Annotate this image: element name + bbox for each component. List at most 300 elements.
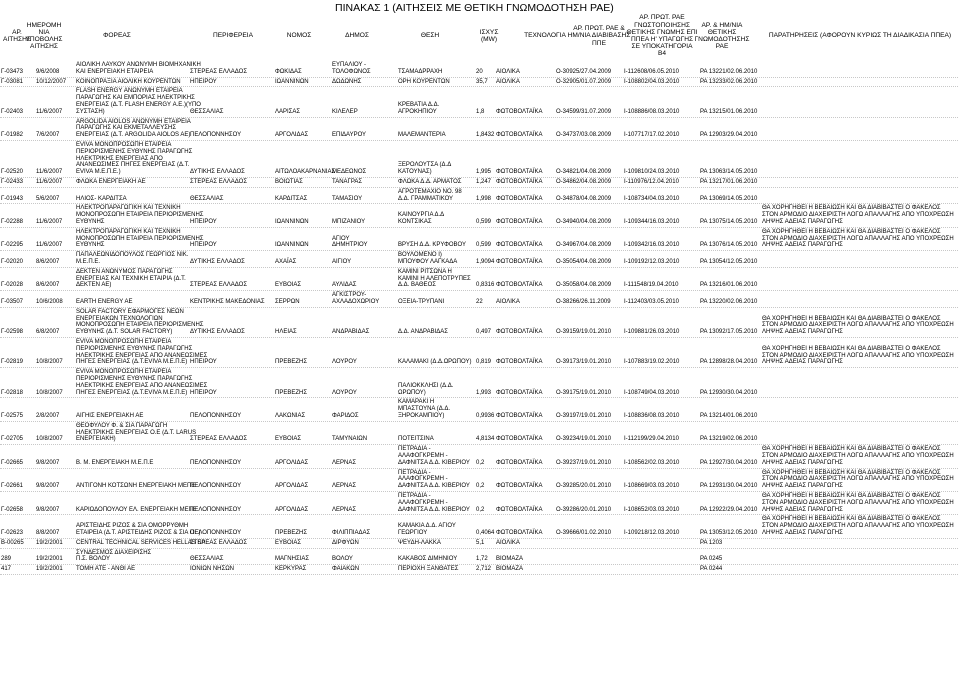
row-divider <box>0 367 958 368</box>
ar-prot-rae: Ο-34940/04.08.2009 <box>556 219 612 225</box>
gnwstopoiisi: Ι-112608/06.05.2010 <box>624 68 679 75</box>
row-divider <box>0 187 958 188</box>
thetiki-gnwmodotisi: ΡΑ 13221/02.06.2010 <box>700 68 758 75</box>
thetiki-gnwmodotisi: ΡΑ 12903/29.04.2010 <box>700 132 758 139</box>
perifereia: ΘΕΣΣΑΛΙΑΣ <box>190 556 224 563</box>
foreas-line: ΔΕΚΤΕΝ ΑΕ) <box>76 282 112 289</box>
nomos: ΚΑΡΔΙΤΣΑΣ <box>275 195 308 202</box>
dimos-line: ΦΑΙΑΚΩΝ <box>332 566 360 573</box>
foreas-line: ΔΕΚΤΕΝ ΑΝΩΝΥΜΟΣ ΠΑΡΑΓΩΓΗΣ <box>76 268 173 275</box>
perifereia: ΙΟΝΙΩΝ ΝΗΣΩΝ <box>190 566 235 573</box>
technologia: ΦΩΤΟΒΟΛΤΑΪΚΑ <box>496 413 543 419</box>
thesi-line: ΜΠΟΥΦΟΥ ΛΑΓΚΑΔΑ <box>398 259 458 265</box>
technologia: ΑΙΟΛΙΚΑ <box>496 68 520 75</box>
dimos-line: ΛΕΡΝΑΣ <box>332 506 357 513</box>
thesi-line: ΑΛΑΦΟΓΚΡΕΜΗ - <box>398 476 448 483</box>
ar-prot-rae: Ο-34967/04.08.2009 <box>556 242 612 249</box>
thesi-line: ΚΡΕΒΑΤΙΑ Δ.Δ. <box>398 102 440 108</box>
perifereia: ΘΕΣΣΑΛΙΑΣ <box>190 195 224 202</box>
thesi-line: ΞΗΡΟΚΑΜΠΙΟΥ) <box>398 413 445 419</box>
thesi-line: ΜΑΛΕΜΑΝΤΕΡΙΑ <box>398 132 446 139</box>
application-date: 11/6/2007 <box>36 108 63 115</box>
foreas-line: ΕΝΕΡΓΕΙΑΚΗ) <box>76 436 116 443</box>
thesi-line: ΚΑΛΑΜΑΚΙ (Δ.Δ.ΩΡΩΠΟΥ) <box>398 359 472 366</box>
perifereia: ΣΤΕΡΕΑΣ ΕΛΛΑΔΟΣ <box>190 282 248 289</box>
paratiriseis-line: ΘΑ ΧΟΡΗΓΗΘΕΙ Η ΒΕΒΑΙΩΣΗ ΚΑΙ ΘΑ ΔΙΑΒΙΒΑΣΤΕΙ Ο ΦΑΚΕΛΟΣ <box>762 493 941 499</box>
gnwstopoiisi: Ι-107717/17.02.2010 <box>624 132 680 139</box>
thetiki-gnwmodotisi: ΡΑ 13069/14.05.2010 <box>700 195 758 202</box>
technologia: ΦΩΤΟΒΟΛΤΑΪΚΑ <box>496 132 543 139</box>
ar-prot-rae: Ο-39197/19.01.2010 <box>556 413 612 419</box>
foreas-line: ΕΥΘΥΝΗΣ <box>76 242 105 249</box>
ar-prot-rae: Ο-32905/01.07.2009 <box>556 78 612 85</box>
row-divider <box>0 468 958 469</box>
header-gnwstopoiisis-line: ΑΡ. ΠΡΩΤ. ΡΑΕ <box>639 14 685 22</box>
application-id: Γ-01982 <box>1 132 23 139</box>
ischys: 1,993 <box>476 389 492 396</box>
paratiriseis-line: ΛΗΨΗΣ ΑΔΕΙΑΣ ΠΑΡΑΓΩΓΗΣ <box>762 506 843 513</box>
perifereia: ΣΤΕΡΕΑΣ ΕΛΛΑΔΟΣ <box>190 436 248 443</box>
application-id: Γ-03081 <box>1 78 23 85</box>
gnwstopoiisi: Ι-110976/12.04.2010 <box>624 179 679 185</box>
dimos-line: ΚΙΛΕΛΕΡ <box>332 108 358 115</box>
gnwstopoiisi: Ι-108749/04.03.2010 <box>624 389 680 396</box>
header-ar-prot-rae-line: ΗΜ/ΝΙΑ ΔΙΑΒΙΒΑΣΗΣ <box>567 32 631 40</box>
foreas-line: Β. Μ. ΕΝΕΡΓΕΙΑΚΗ Μ.Ε.Π.Ε <box>76 459 154 466</box>
gnwstopoiisi: Ι-107883/19.02.2010 <box>624 359 680 366</box>
application-date: 8/6/2007 <box>36 259 60 265</box>
nomos: ΑΙΤΩΛΟΑΚΑΡΝΑΝΙΑΣ <box>275 169 336 176</box>
foreas-line: ΗΛΕΚΤΡΙΚΗΣ ΕΝΕΡΓΕΙΑΣ Ο.Ε (Δ.Τ. LARUS <box>76 429 197 436</box>
paratiriseis-line: ΘΑ ΧΟΡΗΓΗΘΕΙ Η ΒΕΒΑΙΩΣΗ ΚΑΙ ΘΑ ΔΙΑΒΙΒΑΣΤΕΙ Ο ΦΑΚΕΛΟΣ <box>762 315 941 322</box>
foreas-line: ΕΝΕΡΓΕΙΑΣ ΚΑΙ ΤΕΧΝΙΚΗ ΕΤΑΙΡΙΑ (Δ.Τ. <box>76 275 186 282</box>
dimos-line: ΛΕΡΝΑΣ <box>332 483 357 490</box>
row-divider <box>0 227 958 228</box>
technologia: ΦΩΤΟΒΟΛΤΑΪΚΑ <box>496 242 543 249</box>
application-id: Γ-02819 <box>1 359 23 366</box>
application-date: 7/6/2007 <box>36 132 60 139</box>
row-divider <box>0 574 958 575</box>
technologia: ΦΩΤΟΒΟΛΤΑΪΚΑ <box>496 108 543 115</box>
thesi-line: Δ.Δ. ΑΝΔΡΑΒΙΔΑΣ <box>398 329 448 336</box>
foreas-line: ΗΛΕΚΤΡΙΚΗΣ ΕΝΕΡΓΕΙΑΣ ΑΠΟ ΑΝΑΝΕΩΣΙΜΕΣ <box>76 352 208 359</box>
nomos: ΠΡΕΒΕΖΗΣ <box>275 359 308 366</box>
paratiriseis-line: ΣΤΟΝ ΑΡΜΟΔΙΟ ΔΙΑΧΕΙΡΙΣΤΗ ΛΟΓΩ ΑΠΑΛΛΑΓΗΣ ΑΠΟ ΥΠΟΧΡΕΩΣΗ <box>762 352 954 359</box>
ischys: 0,497 <box>476 329 492 336</box>
nomos: ΠΡΕΒΕΖΗΣ <box>275 530 308 536</box>
ar-prot-rae: Ο-39159/19.01.2010 <box>556 329 612 336</box>
application-date: 6/8/2007 <box>36 329 60 336</box>
application-date: 10/8/2007 <box>36 359 63 366</box>
thesi-line: ΚΑΤΟΥΝΑΣ) <box>398 169 432 176</box>
thesi-line: ΜΠΑΣΤΟΥΝΑ (Δ.Δ. <box>398 406 451 413</box>
application-id: Γ-03507 <box>1 299 23 305</box>
paratiriseis-line: ΣΤΟΝ ΑΡΜΟΔΙΟ ΔΙΑΧΕΙΡΙΣΤΗ ΛΟΓΩ ΑΠΑΛΛΑΓΗΣ ΑΠΟ ΥΠΟΧΡΕΩΣΗ <box>762 453 954 459</box>
perifereia: ΘΕΣΣΑΛΙΑΣ <box>190 108 224 115</box>
thetiki-gnwmodotisi: ΡΑ 12931/30.04.2010 <box>700 483 758 490</box>
foreas-line: ΑΙΟΛΙΚΗ ΛΑΥΚΟΥ ΑΝΩΝΥΜΗ ΒΙΟΜΗΧΑΝΙΚΗ <box>76 62 201 68</box>
dimos-line: ΔΗΜΗΤΡΙΟΥ <box>332 242 368 249</box>
thesi-line: ΚΑΜΑΡΑΚΙ Η <box>398 399 435 406</box>
ar-prot-rae: Ο-35054/04.08.2009 <box>556 259 612 265</box>
application-date: 9/8/2007 <box>36 459 60 466</box>
thesi-line: ΑΓΡΟΤΕΜΑΧΙΟ ΝΟ. 98 <box>398 188 462 195</box>
thetiki-gnwmodotisi: ΡΑ 13063/14.05.2010 <box>700 169 758 176</box>
header-thetikis-line: ΡΑΕ <box>715 43 729 51</box>
thesi-line: Δ.Δ. ΒΑΘΕΟΣ <box>398 282 436 289</box>
dimos-line: ΛΕΡΝΑΣ <box>332 459 357 466</box>
ischys: 1,247 <box>476 179 492 185</box>
nomos: ΑΡΓΟΛΙΔΑΣ <box>275 506 309 513</box>
ischys: 0,9936 <box>476 413 495 419</box>
thesi-line: ΚΑΙΝΟΥΡΓΙΑ Δ.Δ <box>398 212 445 219</box>
nomos: ΙΩΑΝΝΙΝΩΝ <box>275 78 309 85</box>
technologia: ΦΩΤΟΒΟΛΤΑΪΚΑ <box>496 530 543 536</box>
application-id: Γ-02661 <box>1 483 23 490</box>
thetiki-gnwmodotisi: ΡΑ 13217/01.06.2010 <box>700 179 758 185</box>
thetiki-gnwmodotisi: ΡΑ 13075/14.05.2010 <box>700 219 758 225</box>
paratiriseis-line: ΛΗΨΗΣ ΑΔΕΙΑΣ ΠΑΡΑΓΩΓΗΣ <box>762 359 843 366</box>
paratiriseis-line: ΣΤΟΝ ΑΡΜΟΔΙΟ ΔΙΑΧΕΙΡΙΣΤΗ ΛΟΓΩ ΑΠΑΛΛΑΓΗΣ ΑΠΟ ΥΠΟΧΡΕΩΣΗ <box>762 476 954 483</box>
perifereia: ΚΕΝΤΡΙΚΗΣ ΜΑΚΕΔΟΝΙΑΣ <box>190 299 265 305</box>
header-nomos-line: ΝΟΜΟΣ <box>286 32 312 40</box>
technologia: ΦΩΤΟΒΟΛΤΑΪΚΑ <box>496 259 543 265</box>
ischys: 1,998 <box>476 195 492 202</box>
dimos-line: ΔΙΡΦΥΩΝ <box>332 539 359 546</box>
dimos-line: ΑΥΛΙΔΑΣ <box>332 282 357 289</box>
thetiki-gnwmodotisi: ΡΑ 13233/02.06.2010 <box>700 78 758 85</box>
gnwstopoiisi: Ι-109218/12.03.2010 <box>624 530 680 536</box>
ischys: 5,1 <box>476 539 485 546</box>
row-divider <box>0 177 958 178</box>
header-perifereia-line: ΠΕΡΙΦΕΡΕΙΑ <box>212 32 254 40</box>
ischys: 0,2 <box>476 506 485 513</box>
row-divider <box>0 117 958 118</box>
technologia: ΒΙΟΜΑΖΑ <box>496 556 524 563</box>
paratiriseis-line: ΣΤΟΝ ΑΡΜΟΔΙΟ ΔΙΑΧΕΙΡΙΣΤΗ ΛΟΓΩ ΑΠΑΛΛΑΓΗΣ ΑΠΟ ΥΠΟΧΡΕΩΣΗ <box>762 235 954 242</box>
foreas-line: ΠΑΠΑΛΕΩΝΙΔΟΠΟΥΛΟΣ ΓΕΩΡΓΙΟΣ ΝΙΚ. <box>76 252 189 259</box>
dimos-line: ΑΝΔΡΑΒΙΔΑΣ <box>332 329 370 336</box>
ar-prot-rae: Ο-34737/03.08.2009 <box>556 132 612 139</box>
application-date: 10/12/2007 <box>36 78 67 85</box>
row-divider <box>0 514 958 515</box>
nomos: ΗΛΕΙΑΣ <box>275 329 297 336</box>
foreas-line: ΑΡΙΣΤΕΙΔΗΣ ΡΙΖΟΣ & ΣΙΑ ΟΜΟΡΡΥΘΜΗ <box>76 523 189 530</box>
row-divider <box>0 491 958 492</box>
thesi-line: ΠΟΤΕΙΤΣΙΝΑ <box>398 436 434 443</box>
nomos: ΒΟΙΩΤΙΑΣ <box>275 179 303 185</box>
application-id: Γ-02658 <box>1 506 23 513</box>
foreas-line: ΕΝΕΡΓΕΙΑΣ (Δ.Τ. ARGOLIDA AIOLOS AE) <box>76 132 191 139</box>
row-divider <box>0 564 958 565</box>
document-title: ΠΙΝΑΚΑΣ 1 (ΑΙΤΗΣΕΙΣ ΜΕ ΘΕΤΙΚΗ ΓΝΩΜΟΔΟΤΗΣΗ ΡΑΕ) <box>335 2 614 14</box>
nomos: ΕΥΒΟΙΑΣ <box>275 539 302 546</box>
header-thetikis-line: ΓΝΩΜΟΔΟΤΗΣΗΣ <box>694 36 750 43</box>
row-divider <box>0 290 958 291</box>
ar-prot-rae: Ο-34821/04.08.2009 <box>556 169 612 176</box>
dimos-line: ΑΧΛΑΔΟΧΩΡΙΟΥ <box>332 299 380 305</box>
perifereia: ΗΠΕΙΡΟΥ <box>190 219 217 225</box>
thesi-line: ΔΑΦΝΙΤΣΑ Δ.Δ. ΚΙΒΕΡΙΟΥ <box>398 506 470 513</box>
application-date: 5/6/2007 <box>36 195 60 202</box>
technologia: ΦΩΤΟΒΟΛΤΑΪΚΑ <box>496 179 543 185</box>
foreas-line: ΠΗΓΕΣ ΕΝΕΡΓΕΙΑΣ (Δ.Τ.EVIVA Μ.Ε.Π.Ε) <box>76 359 188 366</box>
ar-prot-rae: Ο-39286/20.01.2010 <box>556 506 612 513</box>
header-technologia-line: ΤΕΧΝΟΛΟΓΙΑ <box>524 32 566 40</box>
dimos-line: ΦΙΛΙΠΠΙΑΔΑΣ <box>332 530 371 536</box>
paratiriseis-line: ΘΑ ΧΟΡΗΓΗΘΕΙ Η ΒΕΒΑΙΩΣΗ ΚΑΙ ΘΑ ΔΙΑΒΙΒΑΣΤΕΙ Ο ΦΑΚΕΛΟΣ <box>762 205 941 212</box>
header-gnwstopoiisis-line: ΓΝΩΣΤΟΠΟΙΗΣΗΣ <box>634 21 690 29</box>
foreas-line: ΚΟΙΝΟΠΡΑΞΙΑ ΑΙΟΛΙΚΗ ΚΟΥΡΕΝΤΩΝ <box>76 78 181 85</box>
header-ischys-line: (MW) <box>480 36 498 43</box>
thetiki-gnwmodotisi: ΡΑ 13092/17.05.2010 <box>700 329 758 336</box>
gnwstopoiisi: Ι-108562/02.03.2010 <box>624 459 680 466</box>
foreas-line: CENTRAL TECHNICAL SERVICES HELLAS SA <box>76 539 206 546</box>
dimos-line: ΕΠΙΔΑΥΡΟΥ <box>332 132 367 139</box>
nomos: ΜΑΓΝΗΣΙΑΣ <box>275 556 310 563</box>
application-id: Γ-02403 <box>1 108 23 115</box>
foreas-line: ΜΟΝΟΠΡΟΣΩΠΗ ΕΤΑΙΡΕΙΑ ΠΕΡΙΟΡΙΣΜΕΝΗΣ <box>76 212 204 219</box>
application-id: Γ-02665 <box>1 459 23 466</box>
thetiki-gnwmodotisi: ΡΑ 13219/02.06.2010 <box>700 436 758 443</box>
foreas-line: SOLAR FACTORY ΕΦΑΡΜΟΓΕΣ ΝΕΩΝ <box>76 308 184 315</box>
application-date: 19/2/2001 <box>36 556 63 563</box>
application-date: 10/8/2007 <box>36 389 63 396</box>
gnwstopoiisi: Ι-109344/16.03.2010 <box>624 219 680 225</box>
ar-prot-rae: Ο-39175/19.01.2010 <box>556 389 612 396</box>
ar-prot-rae: Ο-35058/04.08.2009 <box>556 282 612 289</box>
perifereia: ΠΕΛΟΠΟΝΝΗΣΟΥ <box>190 132 242 139</box>
foreas-line: ΗΛΕΚΤΡΟΠΑΡΑΓΩΓΙΚΗ ΚΑΙ ΤΕΧΝΙΚΗ <box>76 228 181 235</box>
row-divider <box>0 86 958 87</box>
thesi-line: ΒΟΥΛΟΜΕΝΟ Ι) <box>398 252 442 259</box>
application-date: 9/6/2008 <box>36 68 60 75</box>
thetiki-gnwmodotisi: ΡΑ 0245 <box>700 556 723 563</box>
nomos: ΑΡΓΟΛΙΔΑΣ <box>275 483 309 490</box>
paratiriseis-line: ΛΗΨΗΣ ΑΔΕΙΑΣ ΠΑΡΑΓΩΓΗΣ <box>762 483 843 490</box>
application-date: 2/8/2007 <box>36 413 60 419</box>
thesi-line: ΔΑΦΝΙΤΣΑ Δ.Δ. ΚΙΒΕΡΙΟΥ <box>398 483 470 490</box>
row-divider <box>0 267 958 268</box>
thesi-line: ΚΑΜΙΝΙ Η ΑΛΕΠΟΤΡΥΠΕΣ <box>398 275 471 282</box>
foreas-line: Π.Σ. ΒΟΛΟΥ <box>76 556 110 563</box>
thesi-line: ΠΕΡΙΟΧΗ ΞΑΝΘΑΤΕΣ <box>398 566 459 573</box>
thetiki-gnwmodotisi: ΡΑ 13216/01.06.2010 <box>700 282 758 289</box>
nomos: ΙΩΑΝΝΙΝΩΝ <box>275 219 309 225</box>
thetiki-gnwmodotisi: ΡΑ 13054/12.05.2010 <box>700 259 758 265</box>
header-date-line: ΥΠΟΒΟΛΗΣ <box>25 36 63 43</box>
gnwstopoiisi: Ι-108802/04.03.2010 <box>624 78 680 85</box>
foreas-line: ΕΥΘΥΝΗΣ <box>76 219 105 225</box>
gnwstopoiisi: Ι-109810/24.03.2010 <box>624 169 680 176</box>
technologia: ΑΙΟΛΙΚΑ <box>496 539 520 546</box>
application-id: Γ-02818 <box>1 389 23 396</box>
application-id: Γ-02705 <box>1 436 23 443</box>
nomos: ΑΡΓΟΛΙΔΑΣ <box>275 132 309 139</box>
foreas-line: ΚΑΙ ΕΝΕΡΓΕΙΑΚΗ ΕΤΑΙΡΕΙΑ <box>76 68 154 75</box>
technologia: ΦΩΤΟΒΟΛΤΑΪΚΑ <box>496 483 543 490</box>
thetiki-gnwmodotisi: ΡΑ 13215/01.06.2010 <box>700 108 758 115</box>
ar-prot-rae: Ο-39173/19.01.2010 <box>556 359 612 366</box>
nomos: ΑΧΑΪΑΣ <box>275 259 297 265</box>
technologia: ΦΩΤΟΒΟΛΤΑΪΚΑ <box>496 359 543 366</box>
application-date: 9/8/2007 <box>36 483 60 490</box>
perifereia: ΣΤΕΡΕΑΣ ΕΛΛΑΔΟΣ <box>190 539 248 546</box>
row-divider <box>0 548 958 549</box>
perifereia: ΣΤΕΡΕΑΣ ΕΛΛΑΔΟΣ <box>190 179 248 185</box>
thetiki-gnwmodotisi: ΡΑ 13053/12.05.2010 <box>700 530 758 536</box>
paratiriseis-line: ΛΗΨΗΣ ΑΔΕΙΑΣ ΠΑΡΑΓΩΓΗΣ <box>762 329 843 336</box>
dimos-line: ΤΑΝΑΓΡΑΣ <box>332 179 363 185</box>
dimos-line: ΕΥΠΑΛΙΟΥ - <box>332 62 367 68</box>
thesi-line: Δ.Δ. ΓΡΑΜΜΑΤΙΚΟΥ <box>398 195 454 202</box>
application-id: Γ-02433 <box>1 179 23 185</box>
dimos-line: ΤΑΜΥΝΑΙΩΝ <box>332 436 368 443</box>
application-id: Γ-02623 <box>1 530 23 536</box>
header-ar-prot-rae-line: ΑΡ. ΠΡΩΤ. ΡΑΕ & <box>573 25 625 33</box>
dimos-line: ΤΟΛΟΦΩΝΟΣ <box>332 68 371 75</box>
foreas-line: Μ.Ε.Π.Ε. <box>76 259 101 265</box>
thetiki-gnwmodotisi: ΡΑ 12927/30.04.2010 <box>700 459 758 466</box>
dimos-line: ΔΩΔΩΝΗΣ <box>332 78 362 85</box>
application-id: Γ-02575 <box>1 413 23 419</box>
perifereia: ΗΠΕΙΡΟΥ <box>190 389 217 396</box>
application-date: 8/8/2007 <box>36 530 60 536</box>
dimos-line: ΒΟΛΟΥ <box>332 556 353 563</box>
gnwstopoiisi: Ι-108669/03.03.2010 <box>624 483 680 490</box>
technologia: ΦΩΤΟΒΟΛΤΑΪΚΑ <box>496 389 543 396</box>
paratiriseis-line: ΘΑ ΧΟΡΗΓΗΘΕΙ Η ΒΕΒΑΙΩΣΗ ΚΑΙ ΘΑ ΔΙΑΒΙΒΑΣΤΕΙ Ο ΦΑΚΕΛΟΣ <box>762 446 941 453</box>
foreas-line: ΣΥΝΔΕΣΜΟΣ ΔΙΑΧΕΙΡΙΣΗΣ <box>76 549 152 556</box>
application-date: 10/8/2007 <box>36 436 63 443</box>
ar-prot-rae: Ο-39237/19.01.2010 <box>556 459 612 466</box>
row-divider <box>0 337 958 338</box>
application-date: 11/6/2007 <box>36 242 63 249</box>
foreas-line: EARTH ENERGY AE <box>76 299 133 305</box>
row-divider <box>0 444 958 445</box>
ischys: 0,2 <box>476 483 485 490</box>
foreas-line: ARGOLIDA AIOLOS ΑΝΩΝΥΜΗ ΕΤΑΙΡΕΙΑ <box>76 118 191 125</box>
gnwstopoiisi: Ι-111548/19.04.2010 <box>624 282 679 289</box>
application-date: 19/2/2001 <box>36 539 63 546</box>
header-dimos-line: ΔΗΜΟΣ <box>345 32 369 40</box>
foreas-line: ΗΛΙΟΣ- ΚΑΡΔΙΤΣΑ <box>76 195 127 202</box>
foreas-line: ΠΗΓΕΣ ΕΝΕΡΓΕΙΑΣ (Δ.Τ.EVIVA Μ.Ε.Π.Ε) <box>76 389 188 396</box>
perifereia: ΔΥΤΙΚΗΣ ΕΛΛΑΔΟΣ <box>190 329 245 336</box>
header-gnwstopoiisis-line: Β4 <box>657 50 667 58</box>
header-thetikis-line: ΘΕΤΙΚΗΣ <box>707 28 737 36</box>
gnwstopoiisi: Ι-108734/04.03.2010 <box>624 195 680 202</box>
foreas-line: ΠΕΡΙΟΡΙΣΜΕΝΗΣ ΕΥΘΥΝΗΣ ΠΑΡΑΓΩΓΗΣ <box>76 376 193 382</box>
paratiriseis-line: ΛΗΨΗΣ ΑΔΕΙΑΣ ΠΑΡΑΓΩΓΗΣ <box>762 219 843 225</box>
foreas-line: ΠΑΡΑΓΩΓΗΣ ΚΑΙ ΕΜΠΟΡΙΑΣ ΗΛΕΚΤΡΙΚΗΣ <box>76 95 195 102</box>
gnwstopoiisi: Ι-109342/16.03.2010 <box>624 242 680 249</box>
foreas-line: ΗΛΕΚΤΡΙΚΗΣ ΕΝΕΡΓΕΙΑΣ ΑΠΟ <box>76 155 163 162</box>
perifereia: ΠΕΛΟΠΟΝΝΗΣΟΥ <box>190 530 242 536</box>
ischys: 35,7 <box>476 78 488 85</box>
dimos-line: ΛΟΥΡΟΥ <box>332 359 357 366</box>
foreas-line: ΑΝΑΝΕΩΣΙΜΕΣ ΠΗΓΕΣ ΕΝΕΡΓΕΙΑΣ (Δ.Τ. <box>76 162 190 169</box>
thesi-line: ΠΑΛΙΟΚΚΛΗΣΙ (Δ.Δ. <box>398 382 454 389</box>
dimos-line: ΑΓΙΟΥ <box>332 235 350 242</box>
foreas-line: ΕΥΘΥΝΗΣ (Δ.Τ. SOLAR FACTORY) <box>76 329 173 336</box>
perifereia: ΗΠΕΙΡΟΥ <box>190 78 217 85</box>
ar-prot-rae: Ο-39234/19.01.2010 <box>556 436 612 443</box>
gnwstopoiisi: Ι-108836/08.03.2010 <box>624 413 680 419</box>
header-ischys-line: ΙΣΧΥΣ <box>479 28 499 36</box>
application-id: Γ-02520 <box>1 169 23 176</box>
ischys: 0,599 <box>476 219 492 225</box>
technologia: ΒΙΟΜΑΖΑ <box>496 566 524 573</box>
application-id: Γ-02598 <box>1 329 23 336</box>
foreas-line: ΜΟΝΟΠΡΟΣΩΠΗ ΕΤΑΙΡΕΙΑ ΠΕΡΙΟΡΙΣΜΕΝΗΣ <box>76 235 204 242</box>
paratiriseis-line: ΛΗΨΗΣ ΑΔΕΙΑΣ ΠΑΡΑΓΩΓΗΣ <box>762 530 843 536</box>
foreas-line: EVIVA ΜΟΝΟΠΡΟΣΩΠΗ ΕΤΑΙΡΕΙΑ <box>76 369 172 376</box>
ischys: 0,819 <box>476 359 492 366</box>
ar-prot-rae: Ο-30925/27.04.2009 <box>556 68 612 75</box>
foreas-line: FLASH ENERGY ΑΝΩΝΥΜΗ ΕΤΑΙΡΕΙΑ <box>76 88 183 95</box>
application-id: Γ-02288 <box>1 219 23 225</box>
nomos: ΛΑΡΙΣΑΣ <box>275 108 301 115</box>
gnwstopoiisi: Ι-109881/26.03.2010 <box>624 329 680 336</box>
header-foreas-line: ΦΟΡΕΑΣ <box>103 32 131 40</box>
thesi-line: ΦΛΩΚΑ Δ.Δ. ΑΡΜΑΤΟΣ <box>398 179 462 185</box>
ar-prot-rae: Ο-39666/01.02.2010 <box>556 530 612 536</box>
thesi-line: ΚΑΚΑΒΟΣ ΔΙΜΗΝΙΟΥ <box>398 556 458 563</box>
foreas-line: ΠΕΡΙΟΡΙΣΜΕΝΗΣ ΕΥΘΥΝΗΣ ΠΑΡΑΓΩΓΗΣ <box>76 345 193 352</box>
ischys: 1,8 <box>476 108 485 115</box>
thesi-line: ΑΛΑΦΟΓΚΡΕΜΗ - <box>398 499 448 506</box>
nomos: ΑΡΓΟΛΙΔΑΣ <box>275 459 309 466</box>
thesi-line: ΨΕΥΔΗ-ΛΑΚΚΑ <box>398 539 441 546</box>
technologia: ΦΩΤΟΒΟΛΤΑΪΚΑ <box>496 282 543 289</box>
ischys: 22 <box>476 299 483 305</box>
thesi-line: ΚΑΜΑΚΙΑ Δ.Δ. ΑΓΙΟΥ <box>398 523 456 530</box>
gnwstopoiisi: Ι-109192/12.03.2010 <box>624 259 680 265</box>
foreas-line: ΗΛΕΚΤΡΟΠΑΡΑΓΩΓΙΚΗ ΚΑΙ ΤΕΧΝΙΚΗ <box>76 205 181 212</box>
thetiki-gnwmodotisi: ΡΑ 1203 <box>700 539 723 546</box>
foreas-line: ΠΕΡΙΟΡΙΣΜΕΝΗΣ ΕΥΘΥΝΗΣ ΠΑΡΑΓΩΓΗΣ <box>76 148 193 155</box>
ar-prot-rae: Ο-34878/04.08.2009 <box>556 195 612 202</box>
foreas-line: ΜΟΝΟΠΡΟΣΩΠΗ ΕΤΑΙΡΕΙΑ ΠΕΡΙΟΡΙΣΜΕΝΗΣ <box>76 322 204 329</box>
thetiki-gnwmodotisi: ΡΑ 12922/29.04.2010 <box>700 506 758 513</box>
header-thesi-line: ΘΕΣΗ <box>420 32 440 40</box>
nomos: ΦΩΚΙΔΑΣ <box>275 68 302 75</box>
ischys: 1,8432 <box>476 132 495 139</box>
row-divider <box>0 77 958 78</box>
thesi-line: ΠΕΤΡΑΔΙΑ - <box>398 469 431 476</box>
technologia: ΦΩΤΟΒΟΛΤΑΪΚΑ <box>496 506 543 513</box>
row-divider <box>0 421 958 422</box>
foreas-line: ΕΝΕΡΓΕΙΑΣ (Δ.Τ. FLASH ENERGY Α.Ε.)(ΥΠΟ <box>76 102 201 108</box>
foreas-line: ΠΑΡΑΓΩΓΗΣ ΚΑΙ ΕΚΜΕΤΑΛΛΕΥΣΗΣ <box>76 125 177 132</box>
thesi-line: ΑΓΡΟΚΗΠΙΟΥ <box>398 108 437 115</box>
thetiki-gnwmodotisi: ΡΑ 12930/30.04.2010 <box>700 389 758 396</box>
thesi-line: ΠΕΤΡΑΔΙΑ - <box>398 493 431 499</box>
ischys: 1,995 <box>476 169 492 176</box>
paratiriseis-line: ΛΗΨΗΣ ΑΔΕΙΑΣ ΠΑΡΑΓΩΓΗΣ <box>762 459 843 466</box>
application-id: Γ-03473 <box>1 68 23 75</box>
header-gnwstopoiisis-line: ΘΕΤΙΚΗΣ ΓΝΩΜΗΣ ΕΠΙ <box>626 28 698 36</box>
foreas-line: ΕΤΑΙΡΕΙΑ (Δ.Τ. ΑΡΙΣΤΕΙΔΗΣ ΡΙΖΟΣ & ΣΙΑ ΟΕ) <box>76 530 201 536</box>
ar-prot-rae: Ο-39285/20.01.2010 <box>556 483 612 490</box>
row-divider <box>0 538 958 539</box>
thesi-line: ΚΑΜΙΝΙ ΡΙΤΣΩΝΑ Η <box>398 268 452 275</box>
paratiriseis-line: ΣΤΟΝ ΑΡΜΟΔΙΟ ΔΙΑΧΕΙΡΙΣΤΗ ΛΟΓΩ ΑΠΑΛΛΑΓΗΣ ΑΠΟ ΥΠΟΧΡΕΩΣΗ <box>762 322 954 329</box>
foreas-line: EVIVA ΜΟΝΟΠΡΟΣΩΠΗ ΕΤΑΙΡΕΙΑ <box>76 339 172 345</box>
technologia: ΦΩΤΟΒΟΛΤΑΪΚΑ <box>496 195 543 202</box>
header-gnwstopoiisis-line: ΠΠΕΑ Η' ΥΠΑΓΩΓΗΣ <box>630 36 694 43</box>
